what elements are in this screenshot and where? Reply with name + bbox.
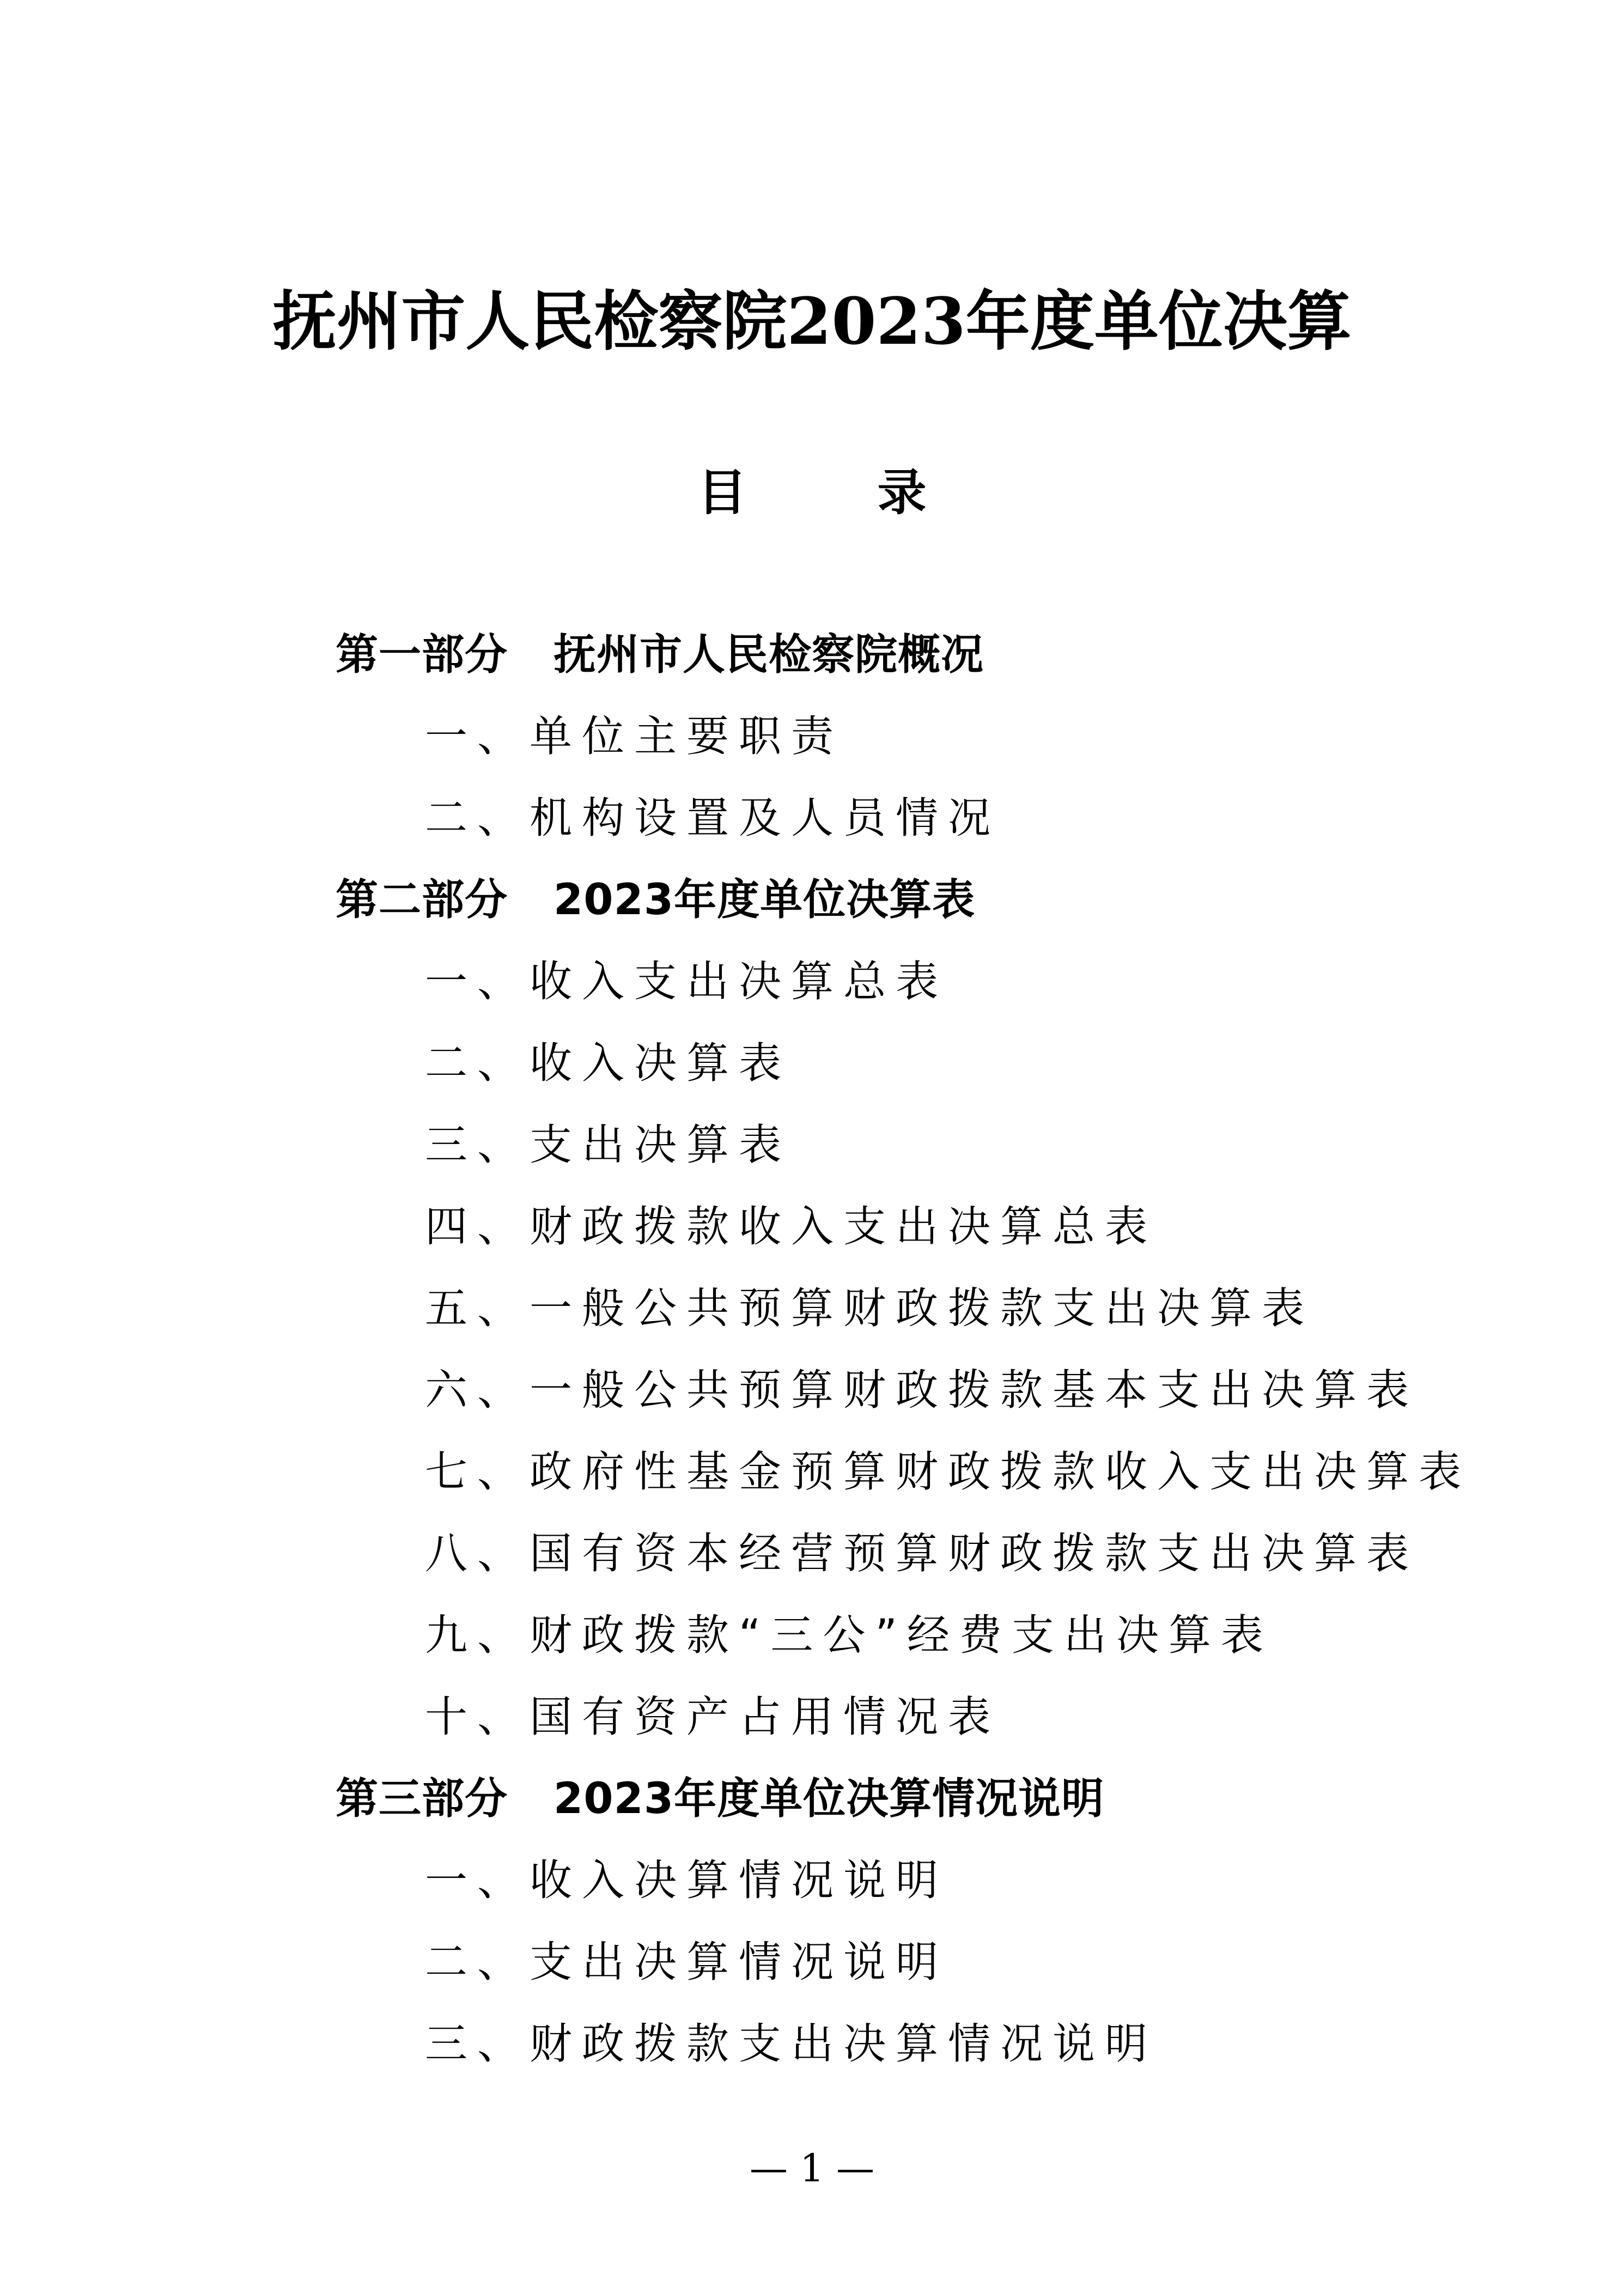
toc-item[interactable]: 二、支出决算情况说明 <box>425 1938 948 1987</box>
toc-item[interactable]: 三、财政拨款支出决算情况说明 <box>425 2020 1158 2069</box>
toc-item[interactable]: 一、单位主要职责 <box>425 712 844 761</box>
document-title: 抚州市人民检察院2023年度单位决算 <box>272 283 1352 359</box>
toc-item[interactable]: 八、国有资本经营预算财政拨款支出决算表 <box>425 1529 1419 1578</box>
toc-item[interactable]: 五、一般公共预算财政拨款支出决算表 <box>425 1284 1315 1333</box>
page-number: — 1 — <box>749 2146 875 2191</box>
toc-item[interactable]: 六、一般公共预算财政拨款基本支出决算表 <box>425 1366 1419 1415</box>
toc-part-title: 2023年度单位决算表 <box>554 875 976 925</box>
toc-item[interactable]: 一、收入支出决算总表 <box>425 957 948 1006</box>
toc-part-1[interactable] <box>336 622 984 688</box>
toc-part-2[interactable] <box>336 867 975 933</box>
toc-item[interactable]: 三、支出决算表 <box>425 1121 792 1170</box>
toc-item[interactable]: 二、机构设置及人员情况 <box>425 794 1001 843</box>
toc-item[interactable]: 四、财政拨款收入支出决算总表 <box>425 1202 1158 1251</box>
toc-part-title: 抚州市人民检察院概况 <box>554 630 984 679</box>
toc-part-title: 2023年度单位决算情况说明 <box>554 1774 1105 1823</box>
toc-item[interactable]: 二、收入决算表 <box>425 1039 792 1088</box>
toc-part-label: 第二部分 <box>336 875 508 925</box>
toc-part-label: 第三部分 <box>336 1774 508 1823</box>
toc-heading-right: 录 <box>877 464 927 521</box>
toc-item[interactable]: 九、财政拨款“三公”经费支出决算表 <box>425 1611 1273 1660</box>
toc-item[interactable]: 十、国有资产占用情况表 <box>425 1693 1001 1742</box>
toc-part-3[interactable] <box>336 1766 1104 1832</box>
toc-item[interactable]: 一、收入决算情况说明 <box>425 1856 948 1905</box>
toc-item[interactable]: 七、政府性基金预算财政拨款收入支出决算表 <box>425 1447 1471 1497</box>
toc-part-label: 第一部分 <box>336 630 508 679</box>
toc-heading-left: 目 <box>697 464 747 521</box>
